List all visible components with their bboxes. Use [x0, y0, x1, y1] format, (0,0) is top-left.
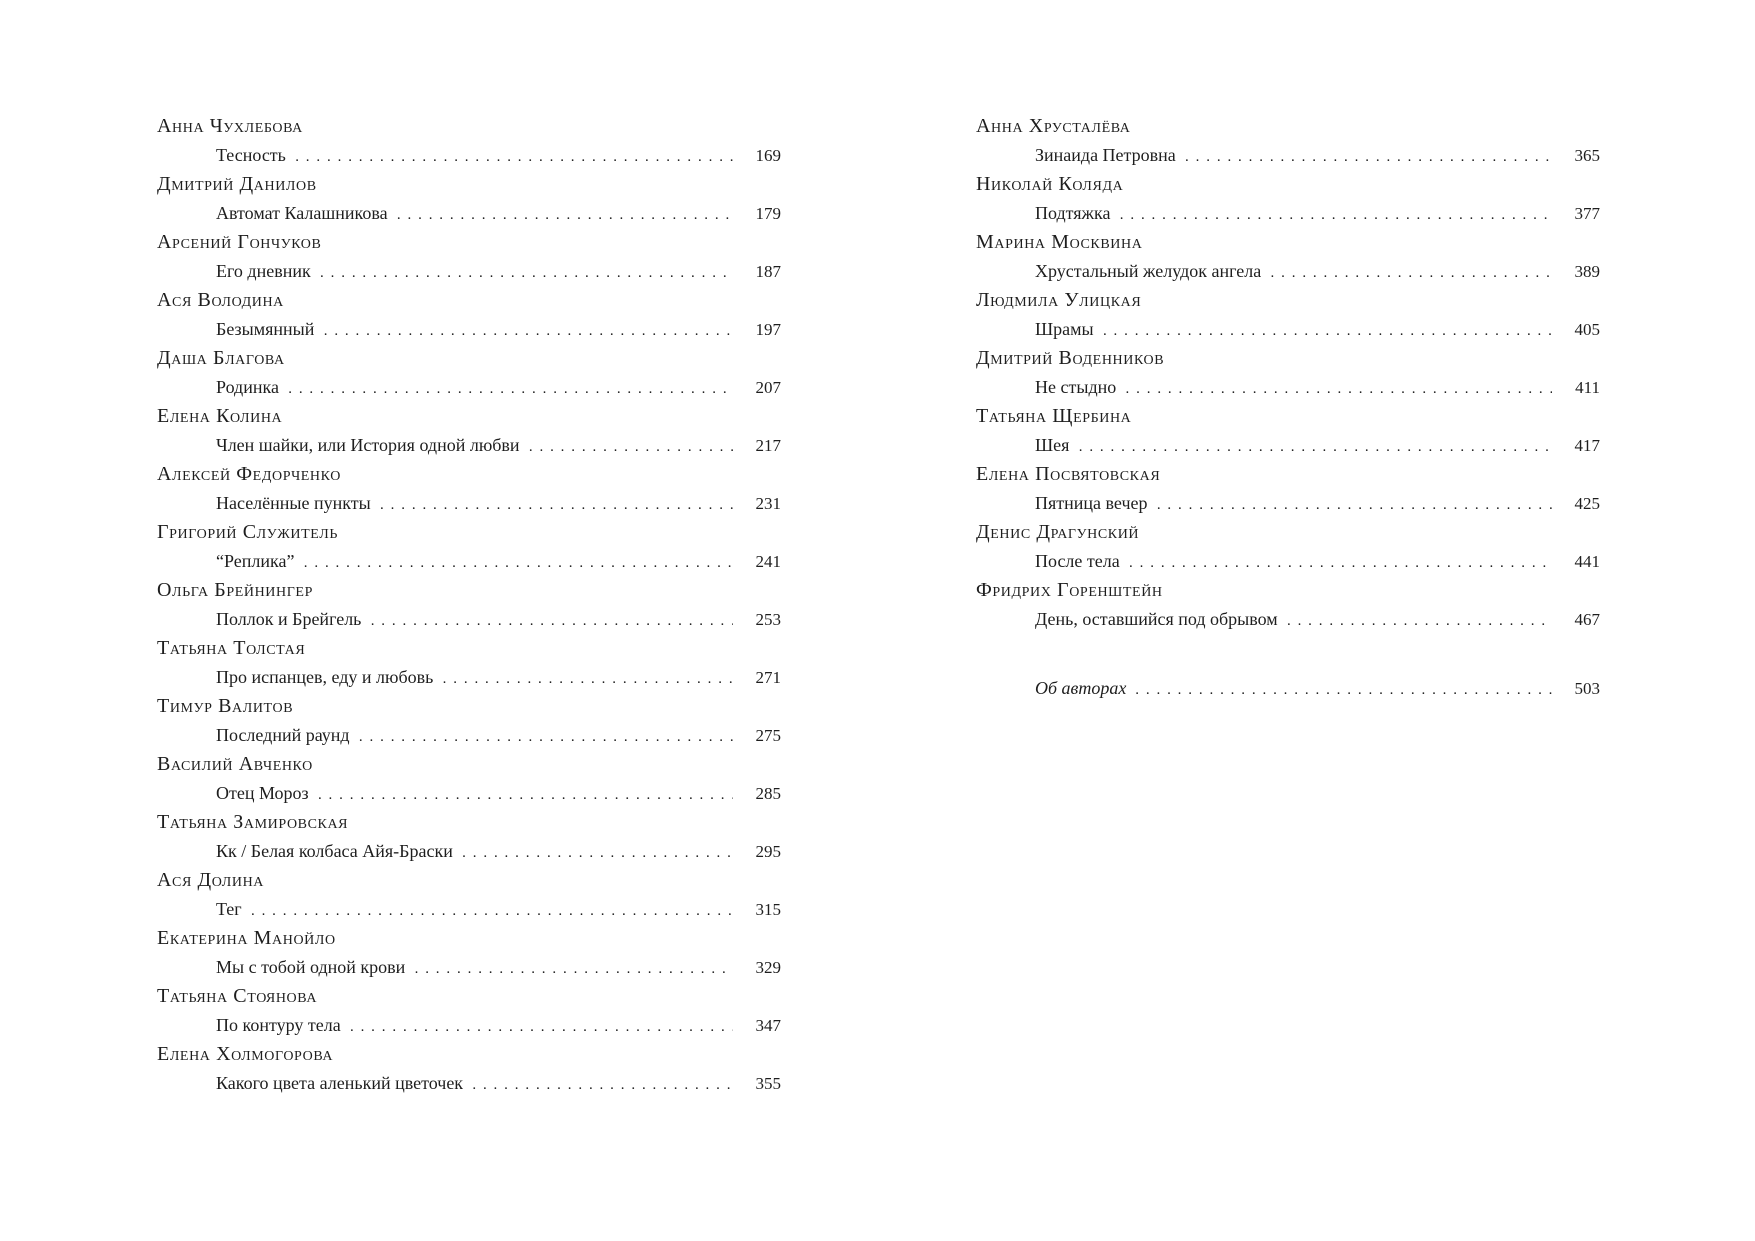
toc-entry: [976, 286, 1600, 344]
author-name: Ольга Брейнингер: [157, 579, 313, 601]
toc-entry: [976, 170, 1600, 228]
work-title: Тег . . .: [216, 895, 733, 926]
author-name: Арсений Гончуков: [157, 231, 322, 253]
author-name: Дмитрий Воденников: [976, 347, 1165, 369]
toc-entry: [157, 866, 781, 924]
author-name: Николай Коляда: [976, 173, 1124, 195]
work-title: День, оставшийся под обрывом . . .: [1035, 605, 1552, 636]
page-number: 417: [1574, 436, 1600, 455]
work-line[interactable]: [976, 605, 1600, 634]
page-number: 425: [1574, 494, 1600, 513]
author-name: Людмила Улицкая: [976, 289, 1142, 311]
work-title: Безымянный . . .: [216, 315, 733, 346]
work-title: Хрустальный желудок ангела . . .: [1035, 257, 1552, 288]
author-name: Елена Колина: [157, 405, 283, 427]
work-line[interactable]: [157, 315, 781, 344]
toc-entry: [157, 344, 781, 402]
work-line[interactable]: [157, 199, 781, 228]
work-title: Про испанцев, еду и любовь . . .: [216, 663, 733, 694]
author-name: Елена Посвятовская: [976, 463, 1161, 485]
work-line[interactable]: [157, 1069, 781, 1098]
toc-entry: [157, 750, 781, 808]
work-line[interactable]: [157, 895, 781, 924]
page-number: 231: [755, 494, 781, 513]
toc-entry: [157, 1040, 781, 1098]
page-number: 285: [755, 784, 781, 803]
about-authors-title: Об авторах . . .: [1035, 674, 1552, 705]
work-line[interactable]: [976, 315, 1600, 344]
author-name: Даша Благова: [157, 347, 285, 369]
work-line[interactable]: [157, 489, 781, 518]
author-name: Марина Москвина: [976, 231, 1143, 253]
toc-entry: [157, 982, 781, 1040]
page-number: 467: [1574, 610, 1600, 629]
author-name: Татьяна Стоянова: [157, 985, 318, 1007]
work-line[interactable]: [157, 1011, 781, 1040]
author-name: Григорий Служитель: [157, 521, 338, 543]
page-number: 197: [755, 320, 781, 339]
page-number: 365: [1574, 146, 1600, 165]
work-line[interactable]: [157, 547, 781, 576]
work-title: Зинаида Петровна . . .: [1035, 141, 1552, 172]
work-line[interactable]: [157, 953, 781, 982]
author-name: Татьяна Щербина: [976, 405, 1132, 427]
work-line[interactable]: [976, 674, 1600, 703]
page-number: 179: [755, 204, 781, 223]
work-title: Мы с тобой одной крови . . .: [216, 953, 733, 984]
author-name: Елена Холмогорова: [157, 1043, 334, 1065]
toc-entry: [157, 924, 781, 982]
author-name: Тимур Валитов: [157, 695, 294, 717]
toc-right-column: [976, 112, 1600, 703]
work-line[interactable]: [157, 779, 781, 808]
work-title: Родинка . . .: [216, 373, 733, 404]
toc-entry: [157, 518, 781, 576]
page-number: 389: [1574, 262, 1600, 281]
page-number: 405: [1574, 320, 1600, 339]
work-line[interactable]: [157, 431, 781, 460]
work-title: Шея . . .: [1035, 431, 1552, 462]
toc-entry: [157, 402, 781, 460]
work-title: Кк / Белая колбаса Айя-Браски . . .: [216, 837, 733, 868]
work-title: Тесность . . .: [216, 141, 733, 172]
page-number: 503: [1574, 679, 1600, 698]
page-number: 315: [755, 900, 781, 919]
work-line[interactable]: [157, 141, 781, 170]
page-number: 411: [1575, 378, 1600, 397]
work-line[interactable]: [157, 605, 781, 634]
page-number: 441: [1574, 552, 1600, 571]
toc-entry: [157, 808, 781, 866]
about-authors-entry: [976, 674, 1600, 703]
work-title: По контуру тела . . .: [216, 1011, 733, 1042]
author-name: Анна Хрусталёва: [976, 115, 1131, 137]
toc-left-column: [157, 112, 781, 1098]
toc-entry: [976, 518, 1600, 576]
work-title: Член шайки, или История одной любви . . .: [216, 431, 733, 462]
toc-entry: [157, 692, 781, 750]
toc-entry: [976, 576, 1600, 634]
toc-entry: [157, 460, 781, 518]
author-name: Татьяна Замировская: [157, 811, 349, 833]
toc-entry: [157, 112, 781, 170]
toc-entry: [976, 228, 1600, 286]
toc-entry: [157, 634, 781, 692]
author-name: Ася Долина: [157, 869, 265, 891]
page-number: 217: [755, 436, 781, 455]
author-name: Василий Авченко: [157, 753, 313, 775]
work-line[interactable]: [976, 141, 1600, 170]
work-title: Последний раунд . . .: [216, 721, 733, 752]
page-number: 271: [755, 668, 781, 687]
author-name: Ася Володина: [157, 289, 284, 311]
page-number: 275: [755, 726, 781, 745]
work-line[interactable]: [976, 199, 1600, 228]
author-name: Анна Чухлебова: [157, 115, 303, 137]
work-title: Какого цвета аленький цветочек . . .: [216, 1069, 733, 1100]
work-title: “Реплика” . . .: [216, 547, 733, 578]
work-line[interactable]: [157, 373, 781, 402]
section-spacer: [976, 634, 1600, 674]
toc-entry: [157, 228, 781, 286]
work-line[interactable]: [976, 373, 1600, 402]
work-title: Отец Мороз . . .: [216, 779, 733, 810]
page-number: 207: [755, 378, 781, 397]
work-title: Населённые пункты . . .: [216, 489, 733, 520]
work-line[interactable]: [157, 257, 781, 286]
work-line[interactable]: [157, 721, 781, 750]
author-name: Фридрих Горенштейн: [976, 579, 1163, 601]
work-line[interactable]: [976, 547, 1600, 576]
page-number: 295: [755, 842, 781, 861]
work-line[interactable]: [976, 489, 1600, 518]
author-name: Дмитрий Данилов: [157, 173, 317, 195]
work-title: Его дневник . . .: [216, 257, 733, 288]
author-name: Татьяна Толстая: [157, 637, 306, 659]
work-title: Поллок и Брейгель . . .: [216, 605, 733, 636]
work-line[interactable]: [976, 431, 1600, 460]
page-number: 253: [755, 610, 781, 629]
page-number: 355: [755, 1074, 781, 1093]
toc-entry: [157, 170, 781, 228]
toc-entry: [976, 112, 1600, 170]
page-number: 329: [755, 958, 781, 977]
work-line[interactable]: [976, 257, 1600, 286]
toc-entry: [976, 460, 1600, 518]
page-number: 241: [755, 552, 781, 571]
page-number: 169: [755, 146, 781, 165]
work-title: Пятница вечер . . .: [1035, 489, 1552, 520]
work-title: Автомат Калашникова . . .: [216, 199, 733, 230]
toc-entry: [976, 402, 1600, 460]
author-name: Денис Драгунский: [976, 521, 1140, 543]
toc-entry: [976, 344, 1600, 402]
work-title: Подтяжка . . .: [1035, 199, 1552, 230]
work-title: После тела . . .: [1035, 547, 1552, 578]
page-number: 347: [755, 1016, 781, 1035]
work-line[interactable]: [157, 837, 781, 866]
work-title: Шрамы . . .: [1035, 315, 1552, 346]
author-name: Алексей Федорченко: [157, 463, 341, 485]
toc-entry: [157, 576, 781, 634]
work-title: Не стыдно . . .: [1035, 373, 1552, 404]
page-number: 377: [1574, 204, 1600, 223]
toc-entry: [157, 286, 781, 344]
author-name: Екатерина Манойло: [157, 927, 336, 949]
work-line[interactable]: [157, 663, 781, 692]
page-number: 187: [755, 262, 781, 281]
